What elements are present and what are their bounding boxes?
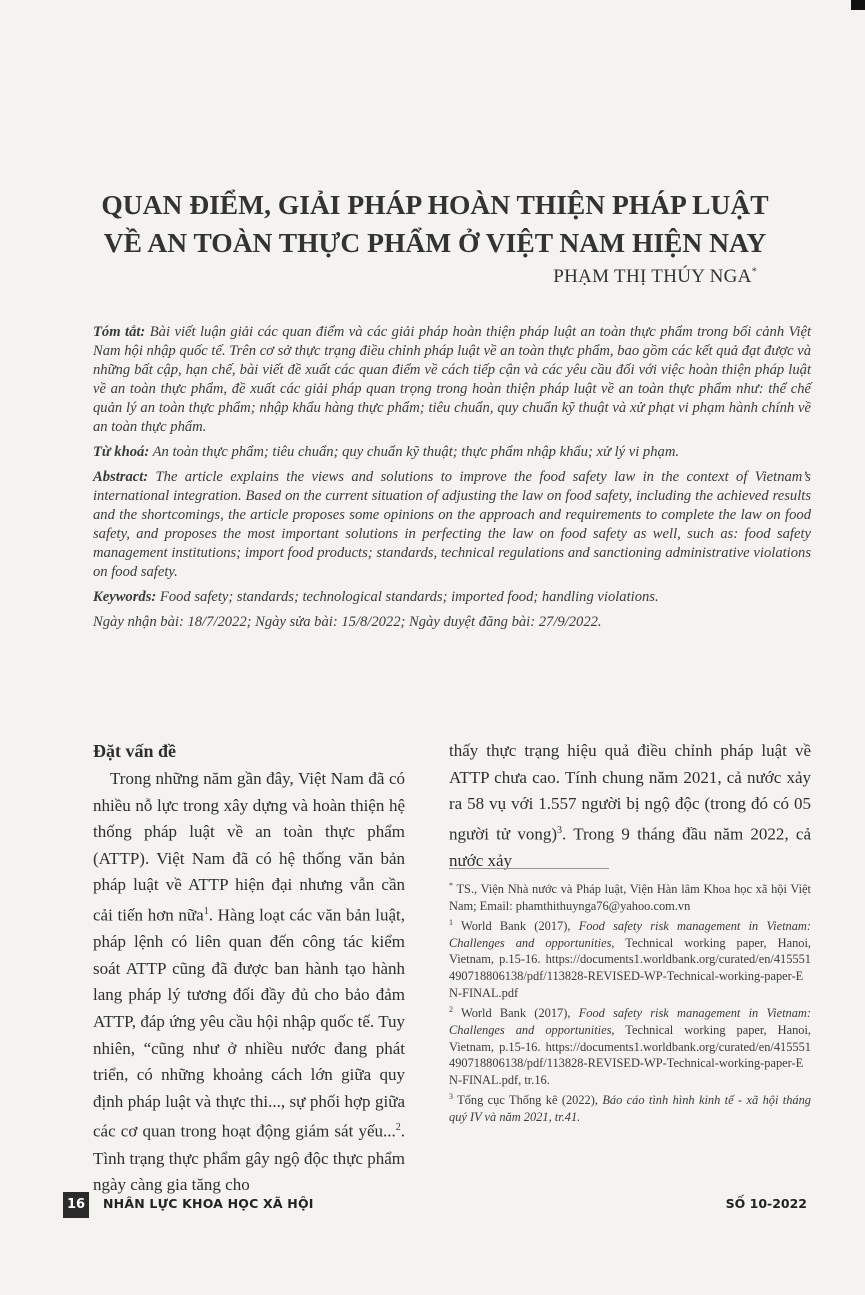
- keywords-en: [93, 588, 811, 607]
- footnote-1-link[interactable]: https://documents1.worldbank.org/curated/en/415551490718806138/pdf/113828-REVISED-WP-Technical-working-paper-EN-FINAL.pdf: [449, 952, 811, 1001]
- footnote-ref-2[interactable]: 2: [395, 1122, 401, 1134]
- footnote-1: $^1$ World Bank (2017), Food safety risk management in Vietnam: Challenges and opportunities, Technical working paper, Hanoi, Vietnam, p.15-16. https://documents1.worldbank.org/curated/en/415551490718806138/pdf/113828-REVISED-WP-Technical-working-paper-EN-FINAL.pdf: [449, 917, 811, 1001]
- footnote-ref-1[interactable]: 1: [203, 905, 209, 917]
- author-name: PHẠM THỊ THÚY NGA: [553, 266, 752, 287]
- summary-vi: [93, 323, 811, 437]
- abstract-block: [93, 323, 811, 638]
- body-column-right: [449, 738, 811, 875]
- author: [553, 266, 757, 288]
- abstract-en-text: The article explains the views and solutions to improve the food safety law in the context of Vietnam’s international integration. Based on the current situation of adjusting the law on food safety, including the achieved results and the shortcomings, the article proposes some opinions on the approach and requirements to complete the law on food safety, and proposes the most important solutions in perfecting the law on food safety as well, such as: food safety management institutions; import food products; standards, technical regulations and sanctioning administrative violations on food safety.: [93, 469, 811, 580]
- footnote-3: $^3$ Tổng cục Thống kê (2022), Báo cáo tình hình kinh tế - xã hội tháng quý IV và năm 2021, tr.41.: [449, 1091, 811, 1124]
- abstract-en: [93, 468, 811, 582]
- body-column-left: [93, 738, 405, 1199]
- issue-number: SỐ 10-2022: [725, 1196, 807, 1211]
- page-footer: [63, 1192, 807, 1218]
- keywords-vi-label: Từ khoá:: [93, 444, 150, 460]
- body-paragraph-1-continued: thấy thực trạng hiệu quả điều chỉnh pháp luật về ATTP chưa cao. Tính chung năm 2021, cả nước xảy ra 58 vụ với 1.557 người bị ngộ độc (trong đó có 05 người tử vong)$^3$. Trong 9 tháng đầu năm 2022, cả nước xảy: [449, 741, 811, 871]
- body-paragraph-1: Trong những năm gần đây, Việt Nam đã có nhiều nỗ lực trong xây dựng và hoàn thiện hệ thống pháp luật về an toàn thực phẩm (ATTP). Việt Nam đã có hệ thống văn bản pháp luật về ATTP hiện đại nhưng vẫn cần cải tiến hơn nữa$^1$. Hàng loạt các văn bản luật, pháp lệnh có liên quan đến công tác kiểm soát ATTP cũng đã được ban hành tạo hành lang pháp lý tương đối đầy đủ cho bảo đảm ATTP, đáp ứng yêu cầu hội nhập quốc tế. Tuy nhiên, “cũng như ở nhiều nước đang phát triển, có những khoảng cách lớn giữa quy định pháp luật và thực thi..., sự phối hợp giữa các cơ quan trong hoạt động giám sát yếu...$^2$. Tình trạng thực phẩm gây ngộ độc thực phẩm ngày càng gia tăng cho: [93, 769, 405, 1195]
- summary-vi-label: Tóm tắt:: [93, 324, 146, 340]
- journal-name: NHÂN LỰC KHOA HỌC XÃ HỘI: [103, 1196, 314, 1211]
- footnote-2: $^2$ World Bank (2017), Food safety risk management in Vietnam: Challenges and opportunities, Technical working paper, Hanoi, Vietnam, p.15-16. https://documents1.worldbank.org/curated/en/415551490718806138/pdf/113828-REVISED-WP-Technical-working-paper-EN-FINAL.pdf, tr.16.: [449, 1004, 811, 1088]
- title-line-2: VỀ AN TOÀN THỰC PHẨM Ở VIỆT NAM HIỆN NAY: [103, 227, 767, 258]
- page-number: 16: [63, 1192, 89, 1218]
- corner-mark: [851, 0, 865, 10]
- author-footnote-mark[interactable]: *: [751, 266, 757, 278]
- article-title: [60, 186, 810, 262]
- footnote-2-link[interactable]: https://documents1.worldbank.org/curated/en/415551490718806138/pdf/113828-REVISED-WP-Technical-working-paper-EN-FINAL.pdf, tr.16.: [449, 1039, 811, 1088]
- keywords-vi: [93, 443, 811, 462]
- abstract-en-label: Abstract:: [93, 469, 149, 485]
- keywords-en-label: Keywords:: [93, 589, 157, 605]
- article-dates: Ngày nhận bài: 18/7/2022; Ngày sửa bài: 15/8/2022; Ngày duyệt đăng bài: 27/9/2022.: [93, 614, 602, 630]
- summary-vi-text: Bài viết luận giải các quan điểm và các giải pháp hoàn thiện pháp luật an toàn thực phẩm trong bối cảnh Việt Nam hội nhập quốc tế. Trên cơ sở thực trạng điều chỉnh pháp luật về an toàn thực phẩm, bao gồm các kết quả đạt được và những bất cập, hạn chế, bài viết đề xuất các quan điểm về cách tiếp cận và các yêu cầu đối với việc hoàn thiện pháp luật về an toàn thực phẩm, đề xuất các giải pháp quan trọng trong hoàn thiện pháp luật về an toàn thực phẩm như: thể chế quản lý an toàn thực phẩm; nhập khẩu hàng thực phẩm; tiêu chuẩn, quy chuẩn kỹ thuật và xử phạt vi phạm hành chính về an toàn thực phẩm.: [93, 324, 812, 435]
- keywords-vi-text: An toàn thực phẩm; tiêu chuẩn; quy chuẩn kỹ thuật; thực phẩm nhập khẩu; xử lý vi phạm.: [152, 444, 680, 460]
- title-line-1: QUAN ĐIỂM, GIẢI PHÁP HOÀN THIỆN PHÁP LUẬT: [101, 189, 769, 220]
- section-heading: Đặt vấn đề: [93, 741, 177, 761]
- footnote-author: * TS., Viện Nhà nước và Pháp luật, Viện Hàn lâm Khoa học xã hội Việt Nam; Email: phamthithuynga76@yahoo.com.vn: [449, 881, 811, 913]
- footnote-divider: [449, 868, 609, 869]
- footnote-ref-3[interactable]: 3: [557, 824, 563, 836]
- keywords-en-text: Food safety; standards; technological standards; imported food; handling violations.: [159, 589, 659, 605]
- footnotes: [449, 878, 811, 1126]
